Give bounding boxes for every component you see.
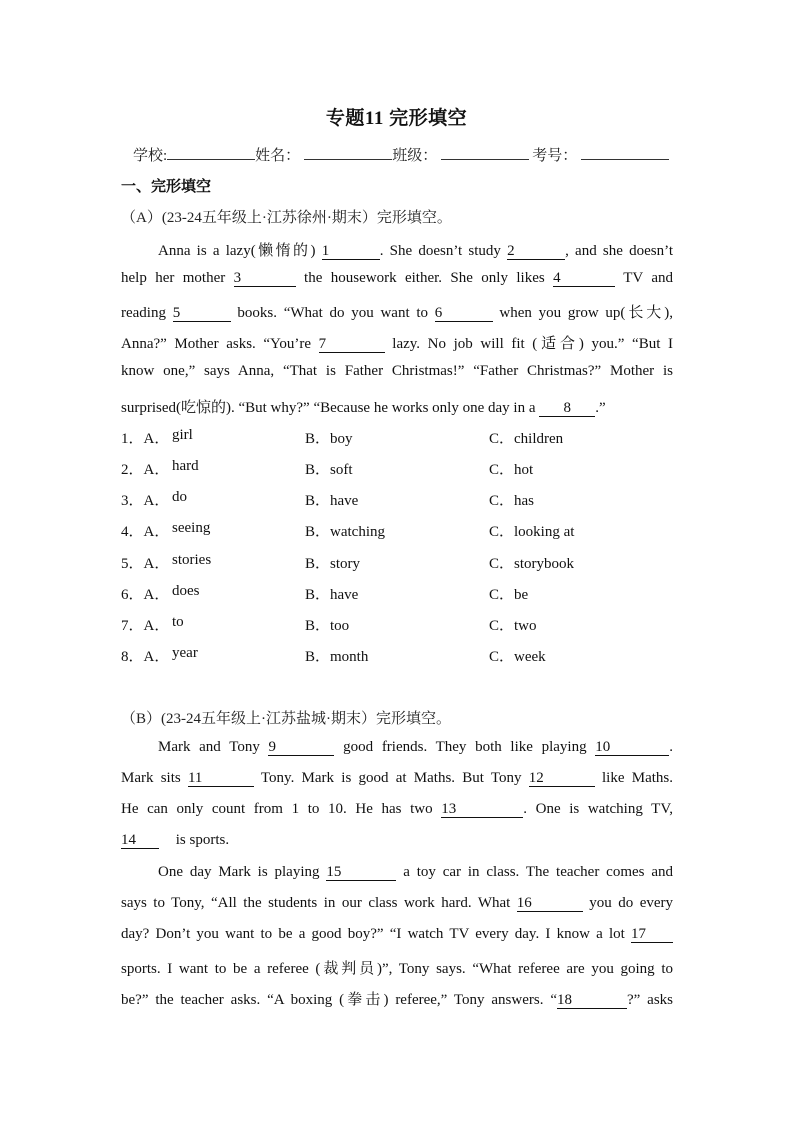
option-a[interactable]: to xyxy=(172,614,184,630)
option-a[interactable]: hard xyxy=(172,458,199,474)
passage-b-line: sports. I want to be a referee (裁判员)”, Tony says. “What referee are you going to xyxy=(121,961,673,977)
blank-5[interactable]: 5 xyxy=(173,306,231,322)
document-page: 专题11 完形填空 学校: 姓名： 班级： 考号： 一、完形填空 （A）(23-24五年级上·江苏徐州·期末）完形填空。 Anna is a lazy(懒惰的) 1 . She doesn’t study 2 , and she doesn’t help her mother 3 the housework either. She only likes 4 TV and reading 5 books. “What do you want to 6 when you grow up(长大), Anna?” Mother asks. “You’re 7 lazy. No job will fit (适合) you.” “But I know one,” says Anna, “That is Father Christmas!” “Father Christmas?” Mother is surprised(吃惊的). “But why?” “Because he works only one day in a 8 .” 1．A． girl B．boy C．children 2．A． hard B．soft C．hot 3．A． do B．have C．has 4．A． seeing B．watching C．looking at 5．A． stories B．story C．storybook 6．A． does B．have C．be 7．A． to B．too C．two 8．A． year B．month C．week （B）(23-24五年级上·江苏盐城·期末）完形填空。 Mark and Tony 9 good friends. They both like playing 10 . Mark sits 11 Tony. Mark is good at Maths. But Tony 12 like Maths. He can only count from 1 to 10. He has two 13 . One is watching TV, 14 is sports. One day Mark is playing 15 a toy car in class. The teacher comes and says to Tony, “All the students in our class work hard. What 16 you do every day? Don’t you want to be a good boy?” “I watch TV every day. I know a lot 17 sports. I want to be a referee (裁判员)”, Tony says. “What referee are you going to be?” the teacher asks. “A boxing (拳击) referee,” Tony answers. “18 ?” asks xyxy=(0,0,793,1122)
passage-b-line: day? Don’t you want to be a good boy?” “I watch TV every day. I know a lot 17 xyxy=(121,926,673,943)
option-b[interactable]: B．boy xyxy=(305,431,353,447)
blank-13[interactable]: 13 xyxy=(441,802,523,818)
passage-b-line: says to Tony, “All the students in our class work hard. What 16 you do every xyxy=(121,895,674,911)
blank-14[interactable]: 14 xyxy=(121,833,159,849)
blank-10[interactable]: 10 xyxy=(595,740,669,756)
passage-a-line: Anna is a lazy(懒惰的) 1 . She doesn’t study 2 , and she doesn’t xyxy=(158,243,673,259)
option-b[interactable]: B．too xyxy=(305,618,350,634)
passage-b-line: Mark sits 11 Tony. Mark is good at Maths. But Tony 12 like Maths. xyxy=(121,770,673,786)
passage-a-line: surprised(吃惊的). “But why?” “Because he works only one day in a 8 .” xyxy=(121,400,606,416)
option-a[interactable]: girl xyxy=(172,427,193,443)
blank-8[interactable]: 8 xyxy=(539,401,595,417)
name-label: 姓名： xyxy=(255,148,301,164)
option-a[interactable]: seeing xyxy=(172,520,211,536)
option-a[interactable]: does xyxy=(172,583,200,599)
passage-b-line: be?” the teacher asks. “A boxing (拳击) referee,” Tony answers. “18 ?” asks xyxy=(121,992,673,1008)
blank-11[interactable]: 11 xyxy=(188,771,254,787)
exam-no-label: 考号： xyxy=(532,148,578,164)
passage-b-line: Mark and Tony 9 good friends. They both like playing 10 . xyxy=(158,739,673,755)
option-a[interactable]: do xyxy=(172,489,187,505)
exam-no-field[interactable] xyxy=(581,144,669,160)
blank-16[interactable]: 16 xyxy=(517,896,583,912)
section-title: 一、完形填空 xyxy=(121,177,212,195)
passage-b-line: 14 is sports. xyxy=(121,832,230,848)
option-c[interactable]: C．be xyxy=(489,587,529,603)
passage-a-line: Anna?” Mother asks. “You’re 7 lazy. No job will fit (适合) you.” “But I xyxy=(121,336,673,352)
blank-2[interactable]: 2 xyxy=(507,244,565,260)
passage-b-source: （B）(23-24五年级上·江苏盐城·期末）完形填空。 xyxy=(121,711,451,727)
option-c[interactable]: C．hot xyxy=(489,462,534,478)
blank-6[interactable]: 6 xyxy=(435,306,493,322)
option-c[interactable]: C．has xyxy=(489,493,535,509)
class-label: 班级： xyxy=(392,148,438,164)
passage-a-line: reading 5 books. “What do you want to 6 when you grow up(长大), xyxy=(121,305,673,321)
class-field[interactable] xyxy=(441,144,529,160)
blank-3[interactable]: 3 xyxy=(234,271,296,287)
blank-18[interactable]: 18 xyxy=(557,993,627,1009)
blank-9[interactable]: 9 xyxy=(268,740,334,756)
blank-15[interactable]: 15 xyxy=(326,865,396,881)
option-b[interactable]: B．have xyxy=(305,587,359,603)
option-b[interactable]: B．have xyxy=(305,493,359,509)
option-c[interactable]: C．looking at xyxy=(489,524,575,540)
passage-a-line: know one,” says Anna, “That is Father Christmas!” “Father Christmas?” Mother is xyxy=(121,363,673,379)
passage-b-line: He can only count from 1 to 10. He has two 13 . One is watching TV, xyxy=(121,801,673,817)
page-title: 专题11 完形填空 xyxy=(325,108,468,129)
school-label: 学校: xyxy=(133,148,168,164)
option-b[interactable]: B．watching xyxy=(305,524,385,540)
option-b[interactable]: B．story xyxy=(305,556,361,572)
blank-4[interactable]: 4 xyxy=(553,271,615,287)
blank-7[interactable]: 7 xyxy=(319,337,385,353)
school-field[interactable] xyxy=(167,144,255,160)
option-c[interactable]: C．children xyxy=(489,431,564,447)
student-info-row xyxy=(133,144,669,165)
option-c[interactable]: C．storybook xyxy=(489,556,575,572)
option-c[interactable]: C．week xyxy=(489,649,546,665)
blank-12[interactable]: 12 xyxy=(529,771,595,787)
passage-a-line: help her mother 3 the housework either. She only likes 4 TV and xyxy=(121,270,673,286)
blank-1[interactable]: 1 xyxy=(322,244,380,260)
passage-a-source: （A）(23-24五年级上·江苏徐州·期末）完形填空。 xyxy=(121,210,452,226)
option-a[interactable]: year xyxy=(172,645,198,661)
option-b[interactable]: B．soft xyxy=(305,462,353,478)
passage-b-line: One day Mark is playing 15 a toy car in class. The teacher comes and xyxy=(158,864,673,880)
option-c[interactable]: C．two xyxy=(489,618,537,634)
option-a[interactable]: stories xyxy=(172,552,212,568)
option-b[interactable]: B．month xyxy=(305,649,369,665)
name-field[interactable] xyxy=(304,144,392,160)
blank-17[interactable]: 17 xyxy=(631,927,673,943)
